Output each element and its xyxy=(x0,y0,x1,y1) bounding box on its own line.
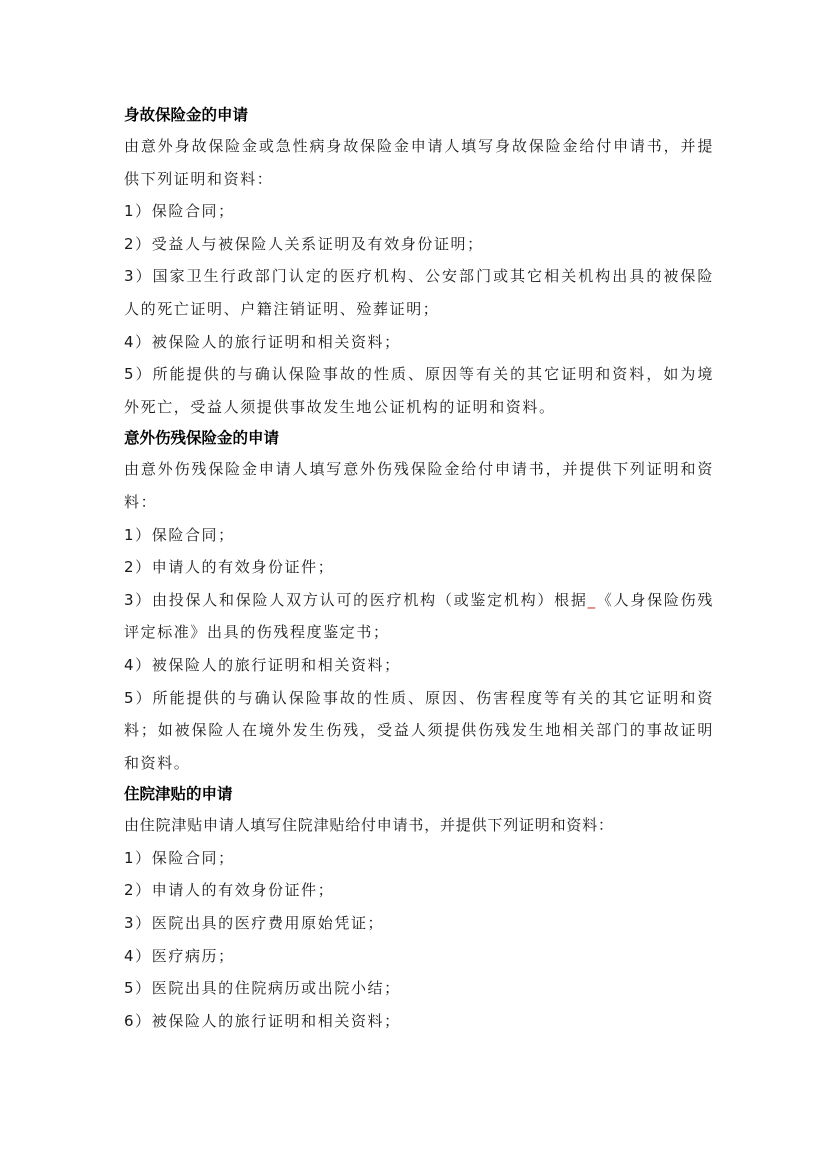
section-intro: 由意外伤残保险金申请人填写意外伤残保险金给付申请书，并提供下列证明和资料： xyxy=(124,460,714,511)
list-item: 4）被保险人的旅行证明和相关资料； xyxy=(124,332,401,351)
list-item: 2）申请人的有效身份证件； xyxy=(124,558,335,577)
section-heading: 身故保险金的申请 xyxy=(124,106,249,124)
list-item: 1）保险合同； xyxy=(124,202,235,221)
underscore-mark: _ xyxy=(587,590,597,609)
section-intro: 由住院津贴申请人填写住院津贴给付申请书，并提供下列证明和资料： xyxy=(124,816,614,835)
list-item: 5）医院出具的住院病历或出院小结； xyxy=(124,979,401,998)
list-item xyxy=(124,584,714,649)
list-item: 5）所能提供的与确认保险事故的性质、原因、伤害程度等有关的其它证明和资料；如被保险人在境外发生伤残，受益人须提供伤残发生地相关部门的事故证明和资料。 xyxy=(124,688,714,772)
list-item: 2）受益人与被保险人关系证明及有效身份证明； xyxy=(124,234,484,253)
list-item: 5）所能提供的与确认保险事故的性质、原因等有关的其它证明和资料，如为境外死亡，受益人须提供事故发生地公证机构的证明和资料。 xyxy=(124,365,714,416)
list-item: 4）被保险人的旅行证明和相关资料； xyxy=(124,655,401,674)
list-item: 1）保险合同； xyxy=(124,848,235,867)
document-page xyxy=(124,100,714,1037)
section-heading: 意外伤残保险金的申请 xyxy=(124,429,280,448)
section-heading: 住院津贴的申请 xyxy=(124,785,233,804)
section-disability-benefit xyxy=(124,423,714,779)
list-item: 6）被保险人的旅行证明和相关资料； xyxy=(124,1011,401,1030)
list-item: 4）医疗病历； xyxy=(124,946,235,965)
list-item: 3）国家卫生行政部门认定的医疗机构、公安部门或其它相关机构出具的被保险人的死亡证明、户籍注销证明、殓葬证明； xyxy=(124,267,714,318)
list-item: 3）医院出具的医疗费用原始凭证； xyxy=(124,914,385,933)
list-item: 2）申请人的有效身份证件； xyxy=(124,881,335,900)
section-intro: 由意外身故保险金或急性病身故保险金申请人填写身故保险金给付申请书，并提供下列证明和资料： xyxy=(124,137,714,188)
list-item-text: 《人身保险伤残评定标准》出具的伤残程度鉴定书； xyxy=(124,590,714,642)
section-death-benefit xyxy=(124,100,714,423)
list-item-text: 3）由投保人和保险人双方认可的医疗机构（或鉴定机构）根据 xyxy=(124,590,588,609)
list-item: 1）保险合同； xyxy=(124,525,235,544)
section-hospital-allowance xyxy=(124,779,714,1037)
